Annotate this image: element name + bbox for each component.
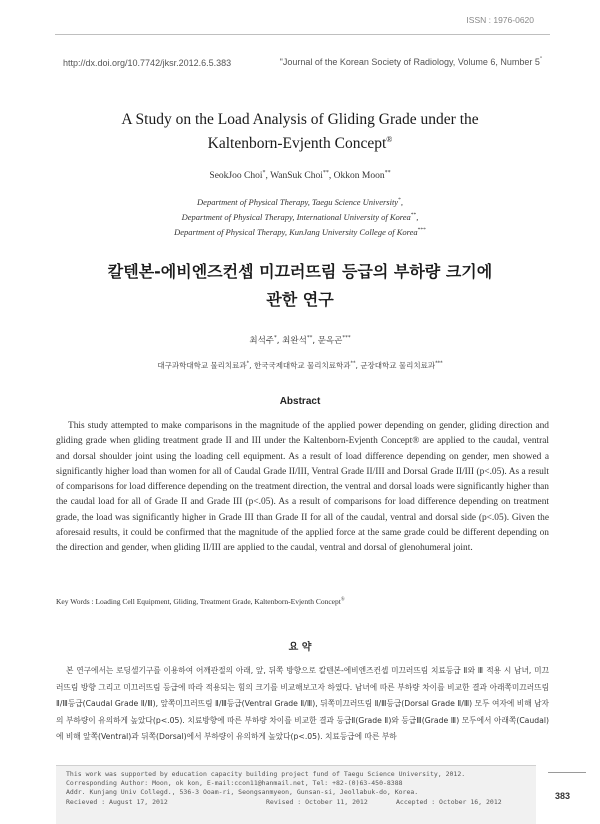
affiliation-1: Department of Physical Therapy, Taegu Science University*,	[197, 196, 403, 207]
affiliation-3: Department of Physical Therapy, KunJang University College of Korea***	[174, 226, 426, 237]
korean-abstract-heading: 요 약	[288, 642, 312, 653]
registered-mark: ®	[386, 135, 393, 144]
author-2: WanSuk Choi	[270, 171, 323, 182]
affiliation-2: Department of Physical Therapy, International University of Korea**,	[181, 211, 419, 222]
page-number: 383	[555, 791, 571, 801]
footer-info-box	[56, 765, 536, 824]
journal-name: Journal of the Korean Society of Radiology, Volume 6, Number 5	[282, 57, 540, 67]
korean-title-line-2: 관한 연구	[266, 290, 334, 309]
korean-abstract-body: 본 연구에서는 로딩셀기구를 이용하여 어깨관절의 아래, 앞, 뒤쪽 방향으로 칼텐본-에비엔즈컨셉 미끄러뜨림 치료등급 Ⅱ와 Ⅲ 적용 시 남녀, 미끄러뜨림 방향 그리고 미끄러뜨림 등급에 따라 적용되는 힘의 크기를 비교해보고자 하였다. 남녀에 따른 부하량 차이를 비교한 결과 아래쪽미끄러뜨림 Ⅱ/Ⅲ등급(Caudal Grade Ⅱ/Ⅲ), 앞쪽미끄러뜨림 Ⅱ/Ⅲ등급(Ventral Grade Ⅱ/Ⅲ), 뒤쪽미끄러뜨림 Ⅱ/Ⅲ등급(Dorsal Grade Ⅱ/Ⅲ) 모두 여자에 비해 남자의 부하량이 유의하게 높았다(p<.05). 치료방향에 따른 부하량 차이를 비교한 결과 등급Ⅱ(Grade Ⅱ)와 등급Ⅲ(Grade Ⅲ) 모두에서 아래쪽(Caudal)에 비해 앞쪽(Ventral)과 뒤쪽(Dorsal)에서 부하량이 유의하게 높았다(p<.05). 치료등급에 따른 부하	[56, 666, 549, 742]
affiliation-list	[0, 194, 600, 238]
page-number-rule	[548, 772, 586, 773]
abstract-heading: Abstract	[279, 396, 321, 407]
doi-link[interactable]: http://dx.doi.org/10.7742/jksr.2012.6.5.383	[63, 58, 232, 68]
header-divider	[55, 34, 550, 35]
korean-author-list: 최석주*, 최완석**, 문옥곤***	[249, 335, 351, 346]
corresponding-author: Corresponding Author: Moon, ok kon, E-mail:ccon11@hanmail.net, Tel: +82-(0)63-450-8388	[66, 779, 403, 787]
journal-citation: "Journal of the Korean Society of Radiology, Volume 6, Number 5"	[279, 57, 542, 67]
revised-date: Revised : October 11, 2012	[266, 798, 368, 806]
received-date: Recieved : August 17, 2012	[66, 798, 168, 806]
author-1: SeokJoo Choi	[209, 171, 263, 182]
address: Addr. Kunjang Univ Collegd., 536-3 Ooam-ri, Seongsanmyeon, Gunsan-si, Jeollabuk-do, Korea.	[66, 788, 419, 796]
funding-note: This work was supported by education capacity building project fund of Taegu Science University, 2012.	[66, 770, 466, 778]
title-line-1: A Study on the Load Analysis of Gliding Grade under the	[121, 111, 479, 128]
title-line-2: Kaltenborn-Evjenth Concept®	[207, 135, 393, 153]
issn-label: ISSN : 1976-0620	[466, 15, 534, 25]
accepted-date: Accepted : October 16, 2012	[396, 798, 502, 806]
author-list: SeokJoo Choi*, WanSuk Choi**, Okkon Moon**	[209, 170, 391, 182]
korean-title-line-1: 칼텐본-에비엔즈컨셉 미끄러뜨림 등급의 부하량 크기에	[107, 262, 493, 281]
korean-title	[0, 258, 600, 314]
korean-affiliation-list: 대구과학대학교 물리치료과*, 한국국제대학교 물리치료학과**, 군장대학교 물리치료과***	[157, 360, 443, 370]
keywords: Key Words : Loading Cell Equipment, Gliding, Treatment Grade, Kaltenborn-Evjenth Concept®	[56, 597, 345, 606]
abstract-body: This study attempted to make comparisons in the magnitude of the applied power depending on gender, gliding direction and gliding grade when gliding treatment grade II and III under the Kaltenborn-Evjenth Concept® are applied to the caudal, ventral and dorsal shoulder joint using the loading cell equipment. As a result of load difference depending on gender, men showed a significantly higher load than women for all of Caudal Grade II/III, Ventral Grade II/III and Dorsal Grade II/III (p<.05). As a result of comparisons for load difference depending on the treatment direction, the ventral and dorsal loads were significantly higher than the caudal load for all of Grade II and Grade III (p<.05). As a result of comparisons for load difference depending on treatment grade, the load was significantly higher in Grade III than Grade II for all of the caudal, ventral and dorsal side (p<.05). Given the aforesaid results, it could be confirmed that the magnitude of the applied force at the same grade could be different depending on the direction and gender, when gliding II/III are applied to the caudal, ventral and dorsal of glenohumeral joint.	[56, 421, 549, 554]
paper-title	[0, 110, 600, 154]
author-3: Okkon Moon	[333, 171, 385, 182]
